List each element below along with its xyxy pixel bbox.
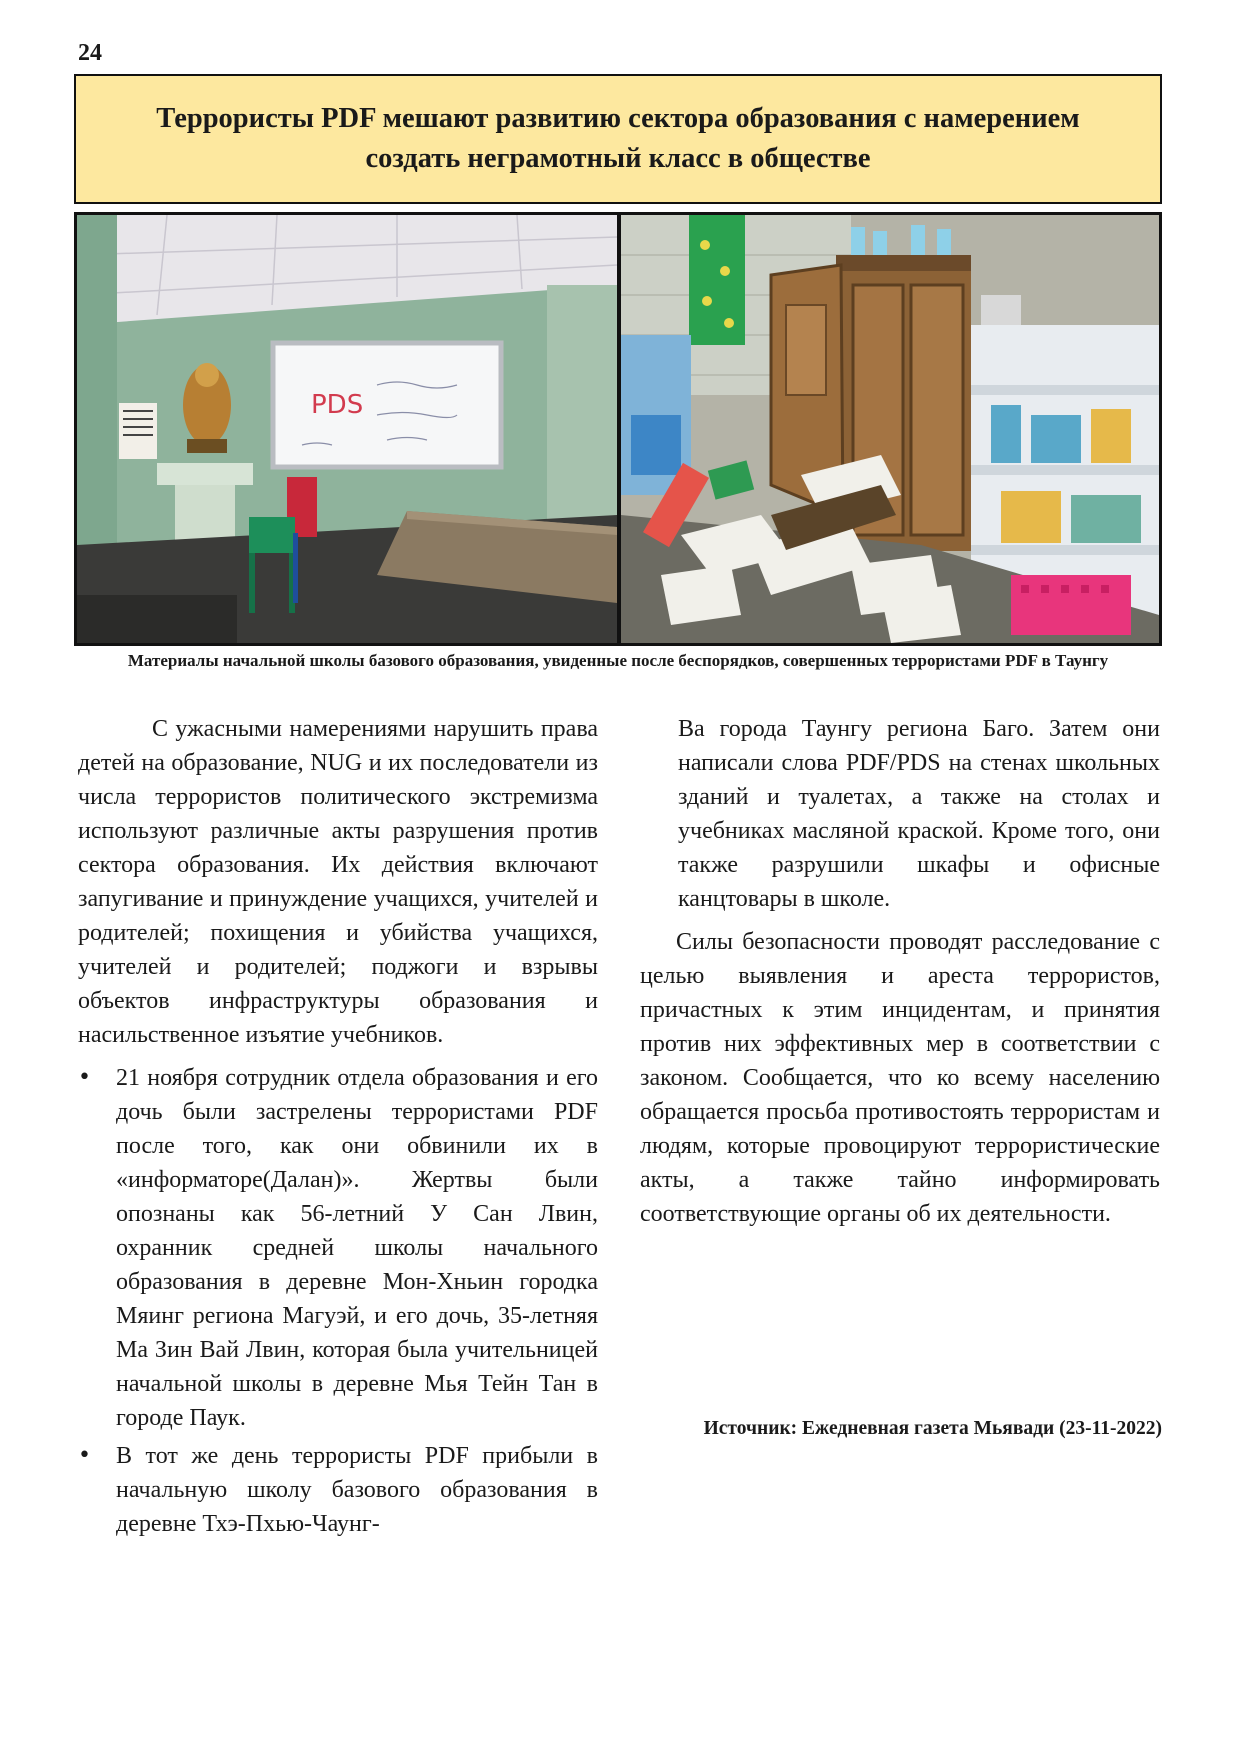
photo-caption: Материалы начальной школы базового образования, увиденные после беспорядков, совершенных террористами PDF в Таунгу bbox=[127, 651, 1109, 670]
article-column-left bbox=[78, 712, 598, 1545]
intro-paragraph: С ужасными намерениями нарушить права детей на образование, NUG и их последователи из числа террористов политического экстремизма используют различные акты разрушения против сектора образования. Их действия включают запугивание и принуждение учащихся, учителей и родителей; похищения и убийства учащихся, учителей и родителей; поджоги и взрывы объектов инфраструктуры образования и насильственное изъятие учебников. bbox=[78, 716, 598, 1048]
title-banner bbox=[74, 74, 1162, 204]
article-column-right bbox=[640, 712, 1160, 1240]
incident-item-1: • 21 ноября сотрудник отдела образования и его дочь были застрелены террористами PDF после того, как они обвинили их в «информаторе(Далан)». Жертвы были опознаны как 56-летний У Сан Лвин, охранник средней школы начального образования в деревне Мон-Хньин городка Мяинг региона Магуэй, и его дочь, 35-летняя Ма Зин Вай Лвин, которая была учительницей начальной школы в деревне Мья Тейн Тан в городе Паук. bbox=[78, 1061, 598, 1435]
source-line: Источник: Ежедневная газета Мьявади (23-11-2022) bbox=[703, 1418, 1162, 1439]
storage-room-illustration bbox=[621, 215, 1159, 643]
closing-paragraph: Силы безопасности проводят расследование с целью выявления и ареста террористов, причастных к этим инцидентам, и принятия против них эффективных мер в соответствии с законом. Сообщается, что ко всему населению обращается просьба противостоять террористам и людям, которые провоцируют террористические акты, а также тайно информировать соответствующие органы об их деятельности. bbox=[640, 929, 1160, 1227]
storage-room-photo bbox=[621, 215, 1159, 643]
classroom-photo bbox=[77, 215, 617, 643]
page-number: 24 bbox=[78, 40, 102, 66]
board-text: PDS bbox=[311, 390, 364, 420]
incident-item-2-continued: Ва города Таунгу региона Баго. Затем они написали слова PDF/PDS на стенах школьных зданий и туалетах, а также на столах и учебниках масляной краской. Кроме того, они также разрушили шкафы и офисные канцтовары в школе. bbox=[678, 716, 1160, 912]
incident-item-2: • В тот же день террористы PDF прибыли в начальную школу базового образования в деревне Тхэ-Пхью-Чаунг- bbox=[78, 1439, 598, 1541]
photo-strip bbox=[74, 212, 1162, 646]
classroom-illustration bbox=[77, 215, 617, 643]
article-title: Террористы PDF мешают развитию сектора образования с намерением создать неграмотный класс в обществе bbox=[156, 103, 1080, 174]
incident-list bbox=[78, 1061, 598, 1541]
